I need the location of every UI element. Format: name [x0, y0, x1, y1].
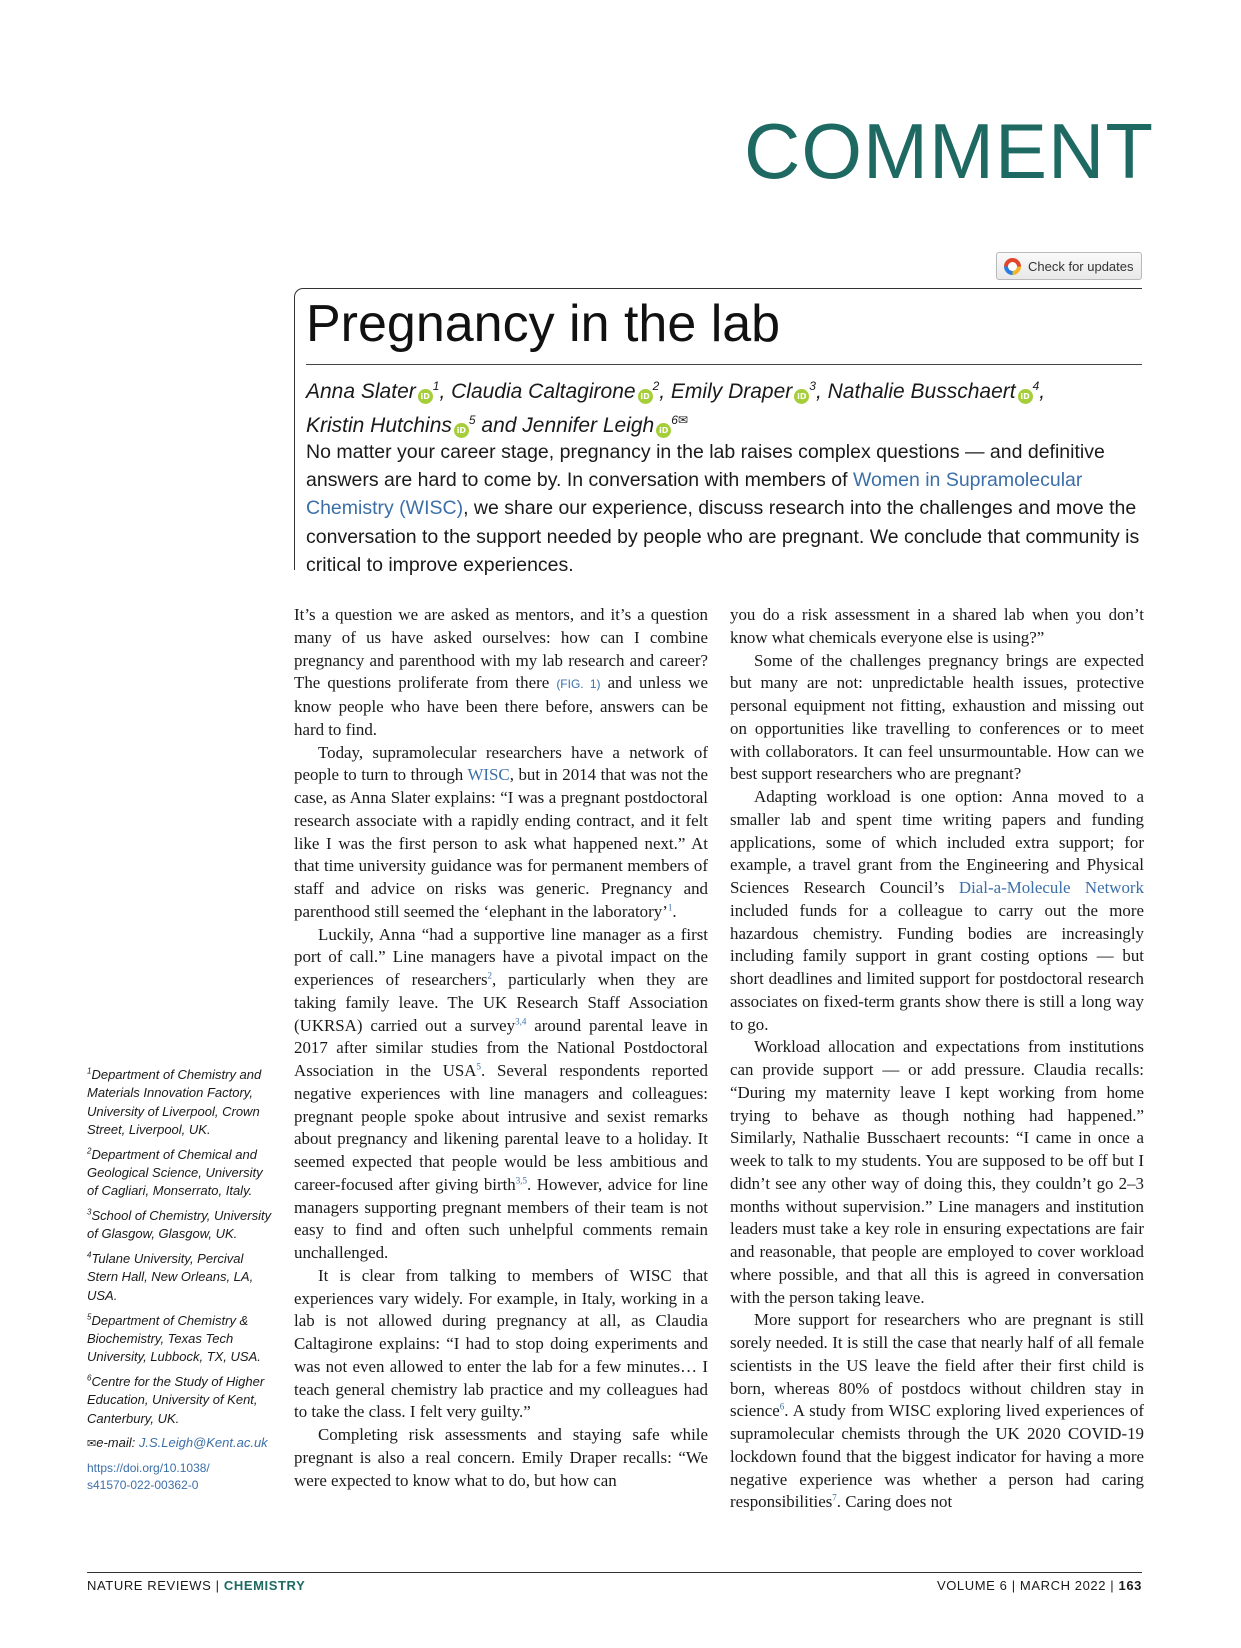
body-paragraph — [730, 786, 1144, 1036]
affiliations-sidebar — [87, 1066, 277, 1494]
body-paragraph — [730, 1309, 1144, 1514]
separator: | — [1007, 1578, 1020, 1593]
author-separator: , — [439, 380, 452, 403]
dial-a-molecule-link[interactable]: Dial-a-Molecule Network — [958, 878, 1144, 897]
journal-subtitle: CHEMISTRY — [223, 1578, 306, 1593]
affiliation-number: 4 — [87, 1250, 92, 1260]
author-list — [306, 372, 1146, 440]
journal-title: NATURE REVIEWS — [87, 1578, 212, 1593]
author-separator: , — [1039, 380, 1046, 403]
body-text: and unless we know people who have been there before, answers can be hard to find. — [294, 673, 708, 739]
body-text: , particularly when they are taking family leave. The UK Research Staff Association (UKRSA) carried out a survey — [294, 970, 708, 1035]
body-text: . — [672, 901, 677, 921]
issue-info — [937, 1578, 1142, 1593]
affiliation — [87, 1066, 277, 1139]
orcid-icon[interactable]: iD — [1018, 389, 1033, 404]
body-text: . A study from WISC exploring lived experiences of supramolecular chemists through the UK 2020 COVID-19 lockdown found that the biggest indicator for having a more negative experience was whether a person had caring responsibilities — [730, 1401, 1144, 1512]
affiliation-number: 2 — [87, 1146, 92, 1156]
body-text: around parental leave in 2017 after similar studies from the National Postdoctoral Association in the USA — [294, 1015, 708, 1080]
body-text: . Several respondents reported negative experiences with line managers and colleagues: pregnant people spoke about intrusive and sexist remarks about pregnancy and likening parental leave to a holiday. It seemed expected that people would be less ambitious and career-focused after giving birth — [294, 1061, 709, 1194]
author-affiliation-number: 6 — [671, 413, 678, 427]
body-text: , but in 2014 that was not the case, as Anna Slater explains: “I was a pregnant postdoctoral research associate with a rapidly ending contract, and it felt like I was the first person to ask what happened next.” At that time university guidance was for permanent members of staff and advice on risks was generic. Pregnancy and parenthood still seemed the ‘elephant in the laboratory’ — [294, 765, 709, 921]
email-label: e-mail: — [96, 1435, 139, 1451]
affiliation — [87, 1250, 277, 1305]
section-label: COMMENT — [744, 107, 1154, 195]
body-text: Today, supramolecular researchers have a network of people to turn to through — [294, 742, 708, 785]
separator: | — [1106, 1578, 1119, 1593]
footer-divider — [87, 1572, 1142, 1573]
doi-link[interactable] — [87, 1460, 277, 1494]
citation-link[interactable]: 7 — [832, 1492, 837, 1503]
citation-link[interactable]: 6 — [779, 1401, 785, 1412]
affiliation-text: Department of Chemical and Geological Science, University of Cagliari, Monserrato, Italy. — [87, 1146, 263, 1199]
affiliation-text: Centre for the Study of Higher Education, University of Kent, Canterbury, UK. — [87, 1373, 265, 1426]
affiliation-text: Department of Chemistry and Materials Innovation Factory, University of Liverpool, Crown Street, Liverpool, UK. — [87, 1067, 262, 1137]
crossmark-icon — [1004, 258, 1021, 275]
citation-link[interactable]: 3,5 — [515, 1175, 527, 1186]
author-affiliation-number: 5 — [468, 413, 476, 427]
body-paragraph — [294, 604, 708, 742]
affiliation-text: Tulane University, Percival Stern Hall, New Orleans, LA, USA. — [87, 1251, 254, 1303]
journal-name — [87, 1578, 305, 1593]
author-affiliation-number: 4 — [1032, 379, 1040, 393]
author-affiliation-number: 1 — [432, 379, 440, 393]
wisc-link[interactable]: Women in Supramolecular Chemistry (WISC) — [306, 469, 1083, 520]
author-affiliation-number: 2 — [652, 379, 660, 393]
affiliation-number: 3 — [87, 1207, 92, 1217]
body-text: More support for researchers who are pregnant is still sorely needed. It is still the case that nearly half of all female scientists in the US leave the field after their first child is born, whereas 80% of postdocs without children stay in science — [730, 1310, 1144, 1421]
orcid-icon[interactable]: iD — [418, 389, 433, 404]
citation-link[interactable]: 2 — [487, 970, 493, 981]
author-name[interactable]: Emily Draper — [670, 380, 793, 403]
body-paragraph — [294, 742, 708, 924]
body-text: . Caring does not — [836, 1492, 953, 1512]
email-icon[interactable]: ✉ — [677, 413, 688, 427]
body-paragraph: It is clear from talking to members of WISC that experiences vary widely. For example, in Italy, working in a lab is not allowed during pregnancy at all, as Claudia Caltagirone explains: “I had to stop doing experiments and was not even allowed to enter the lab for a few minutes… I teach general chemistry lab practice and my colleagues had to take the class. I felt very guilty.” — [294, 1265, 708, 1422]
author-name[interactable]: Anna Slater — [306, 380, 416, 403]
citation-link[interactable]: 3,4 — [515, 1015, 527, 1026]
body-paragraph — [294, 924, 708, 1265]
standfirst-text: , we share our experience, discuss research into the challenges and move the conversation to the support needed by people who are pregnant. We conclude that community is critical to improve experiences. — [306, 497, 1140, 576]
orcid-icon[interactable]: iD — [656, 423, 671, 438]
orcid-icon[interactable]: iD — [454, 423, 469, 438]
citation-link[interactable]: 5 — [476, 1061, 481, 1072]
citation-link[interactable]: 1 — [667, 902, 673, 913]
standfirst — [306, 438, 1142, 579]
author-separator: , — [815, 380, 828, 403]
body-text: included funds for a colleague to carry out the more hazardous chemistry. Funding bodies are increasingly including family support in grant costing options — but short deadlines and limited support for postdoctoral research associates on fixed-term grants show there is still a long way to go. — [730, 900, 1144, 1034]
author-name[interactable]: Claudia Caltagirone — [451, 380, 636, 403]
author-name[interactable]: Kristin Hutchins — [306, 414, 452, 437]
email-link[interactable]: J.S.Leigh@Kent.ac.uk — [138, 1435, 268, 1451]
volume: VOLUME 6 — [936, 1578, 1008, 1593]
affiliation-number: 5 — [87, 1312, 92, 1322]
body-paragraph: Completing risk assessments and staying safe while pregnant is also a real concern. Emily Draper recalls: “We were expected to know what to do, but how can — [294, 1425, 708, 1490]
doi-text: s41570-022-00362-0 — [87, 1478, 199, 1493]
body-text: Adapting workload is one option: Anna moved to a smaller lab and spent time writing papers and funding applications, some of which included extra support; for example, a travel grant from the Engineering and Physical Sciences Research Council’s — [730, 787, 1144, 897]
standfirst-text: No matter your career stage, pregnancy in the lab raises complex questions — and definitive answers are hard to come by. In conversation with members of — [306, 441, 1105, 492]
email-icon: ✉ — [87, 1438, 97, 1451]
body-column-right — [730, 604, 1144, 1514]
affiliation-number: 1 — [87, 1066, 92, 1076]
body-text: It’s a question we are asked as mentors, and it’s a question many of us have asked ourselves: how can I combine pregnancy and parenthood with my lab research and career? The questions proliferate from there — [294, 605, 708, 693]
author-separator: and — [475, 414, 523, 437]
separator: | — [211, 1578, 224, 1593]
issue-date: MARCH 2022 — [1019, 1578, 1107, 1593]
contact-email — [87, 1434, 277, 1453]
author-name[interactable]: Jennifer Leigh — [522, 414, 655, 437]
orcid-icon[interactable]: iD — [638, 389, 653, 404]
affiliation-text: Department of Chemistry & Biochemistry, Texas Tech University, Lubbock, TX, USA. — [87, 1312, 261, 1365]
body-paragraph: Some of the challenges pregnancy brings are expected but many are not: unpredictable health issues, protective personal equipment not fitting, exhaustion and missing out on opportunities like travelling to conferences or to meet with collaborators. It can feel unsurmountable. How can we best support researchers who are pregnant? — [730, 650, 1144, 784]
title-divider — [306, 364, 1142, 365]
affiliation — [87, 1312, 277, 1367]
wisc-link[interactable]: WISC — [467, 765, 510, 785]
affiliation — [87, 1146, 277, 1201]
author-separator: , — [659, 380, 671, 403]
figure-reference-link[interactable]: (FIG. 1) — [556, 677, 601, 692]
check-for-updates-label: Check for updates — [1028, 258, 1134, 274]
affiliation-text: School of Chemistry, University of Glasgow, Glasgow, UK. — [87, 1208, 272, 1242]
body-text: . However, advice for line managers supporting pregnant members of their team is not easy to find and often such unhelpful comments remain unchallenged. — [294, 1174, 708, 1262]
doi-text: https://doi.org/10.1038/ — [87, 1461, 210, 1476]
body-column-left — [294, 604, 708, 1492]
orcid-icon[interactable]: iD — [794, 389, 809, 404]
check-for-updates-button[interactable] — [996, 252, 1142, 280]
body-paragraph: Workload allocation and expectations from institutions can provide support — or add pressure. Claudia recalls: “During my maternity leave I kept working from home trying to behave as though nothing had happened.” Similarly, Nathalie Busschaert recounts: “I came in once a week to talk to my students. You are supposed to be off but I didn’t see any other way of doing this, they couldn’t go 2–3 months without supervision.” Line managers and institution leaders must take a key role in ensuring expectations are fair and reasonable, that people are employed to cover workload where possible, and that all this is agreed in conversation with the person taking leave. — [730, 1037, 1144, 1307]
author-name[interactable]: Nathalie Busschaert — [827, 380, 1016, 403]
body-text: Luckily, Anna “had a supportive line manager as a first port of call.” Line managers have a pivotal impact on the experiences of researchers — [294, 924, 708, 989]
article-title: Pregnancy in the lab — [306, 295, 781, 353]
page-number: 163 — [1118, 1578, 1142, 1593]
affiliation — [87, 1373, 277, 1428]
affiliation-number: 6 — [87, 1373, 92, 1383]
author-affiliation-number: 3 — [809, 379, 816, 393]
affiliation — [87, 1207, 277, 1244]
body-paragraph: you do a risk assessment in a shared lab when you don’t know what chemicals everyone else is using?” — [730, 605, 1144, 647]
